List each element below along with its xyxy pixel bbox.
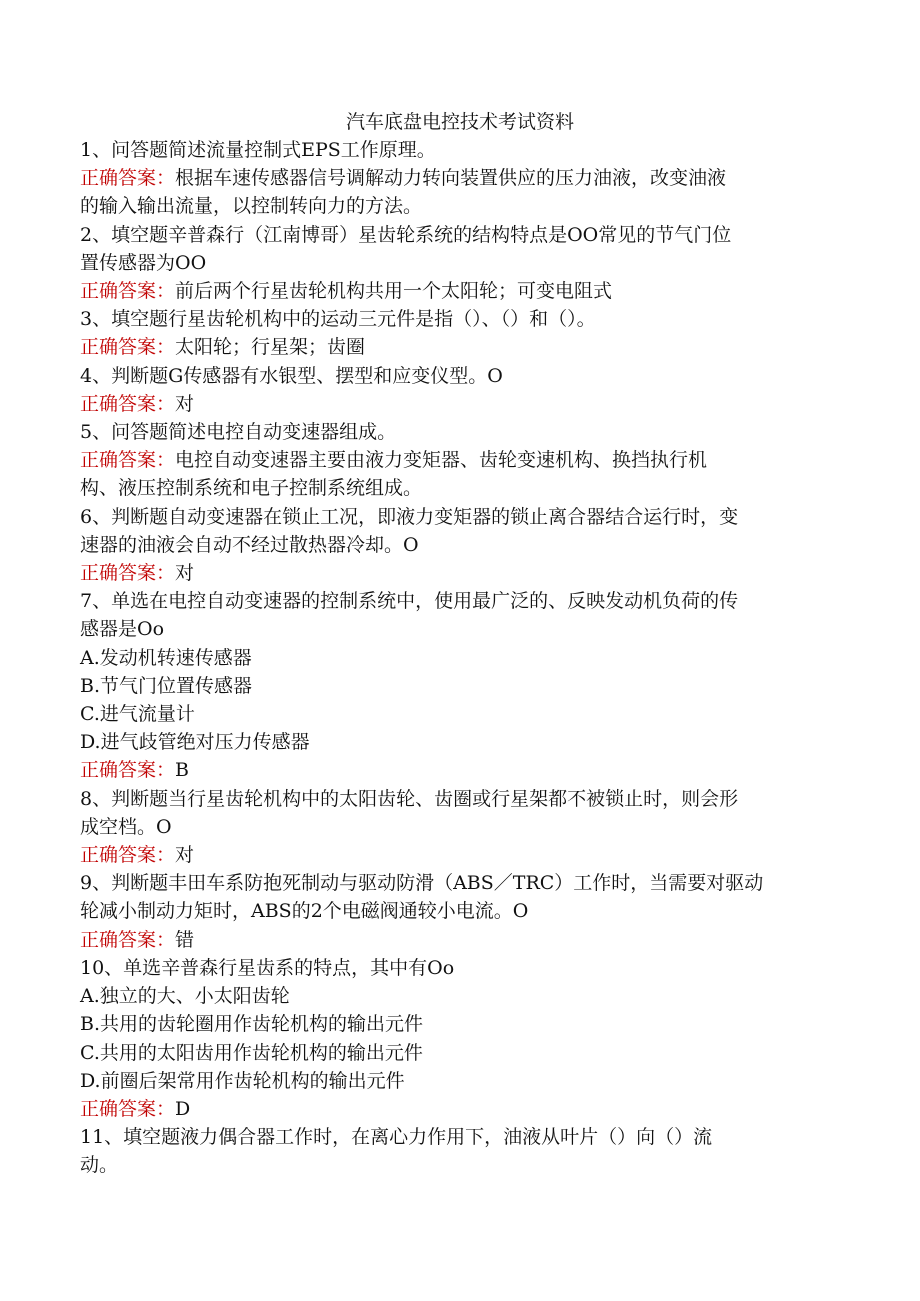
answer-text: D — [175, 1097, 191, 1120]
answer-line — [80, 390, 840, 418]
question-block — [80, 1123, 840, 1179]
answer-line — [80, 1095, 840, 1123]
question-line: 成空档。O — [80, 815, 172, 838]
answer-text: B — [175, 759, 189, 782]
answer-label: 正确答案： — [80, 759, 176, 782]
answer-text: 对 — [175, 562, 195, 585]
answer-text: 对 — [175, 392, 195, 415]
question-line: 速器的油液会自动不经过散热器冷却。O — [80, 533, 419, 556]
answer-text: 前后两个行星齿轮机构共用一个太阳轮；可变电阻式 — [175, 280, 613, 303]
answer-label: 正确答案： — [80, 928, 176, 951]
answer-line — [80, 446, 840, 474]
answer-line — [80, 474, 840, 502]
question-block — [80, 954, 840, 1123]
answer-line — [80, 559, 840, 587]
answer-line — [80, 277, 840, 305]
question-line: 感器是Oo — [80, 618, 165, 641]
question-line: 动。 — [80, 1154, 119, 1177]
answer-text: 构、液压控制系统和电子控制系统组成。 — [80, 477, 423, 500]
question-line: A.独立的大、小太阳齿轮 — [80, 985, 290, 1008]
answer-text: 根据车速传感器信号调解动力转向装置供应的压力油液，改变油液 — [175, 167, 727, 190]
answer-text: 电控自动变速器主要由液力变矩器、齿轮变速机构、换挡执行机 — [175, 449, 708, 472]
question-line: 1、问答题简述流量控制式EPS工作原理。 — [80, 139, 436, 161]
answer-line — [80, 756, 840, 784]
answer-label: 正确答案： — [80, 336, 176, 359]
answer-label: 正确答案： — [80, 844, 176, 867]
question-line: C.共用的太阳齿用作齿轮机构的输出元件 — [80, 1041, 423, 1064]
question-block — [80, 221, 840, 306]
question-line: 3、填空题行星齿轮机构中的运动三元件是指（）、（）和（）。 — [80, 308, 596, 331]
answer-label: 正确答案： — [80, 280, 176, 303]
question-line: 4、判断题G传感器有水银型、摆型和应变仪型。O — [80, 364, 503, 387]
question-line: A.发动机转速传感器 — [80, 646, 252, 669]
question-line: 置传感器为OO — [80, 251, 207, 274]
question-line: D.前圈后架常用作齿轮机构的输出元件 — [80, 1069, 405, 1092]
answer-line — [80, 192, 840, 220]
question-list — [80, 136, 840, 1180]
document-title: 汽车底盘电控技术考试资料 — [345, 111, 574, 133]
answer-label: 正确答案： — [80, 1097, 176, 1120]
question-line: 5、问答题简述电控自动变速器组成。 — [80, 421, 397, 444]
question-line: 8、判断题当行星齿轮机构中的太阳齿轮、齿圈或行星架都不被锁止时，则会形 — [80, 787, 739, 810]
answer-label: 正确答案： — [80, 449, 176, 472]
question-line: D.进气歧管绝对压力传感器 — [80, 731, 310, 754]
answer-line — [80, 926, 840, 954]
answer-text: 太阳轮；行星架；齿圈 — [175, 336, 366, 359]
question-block — [80, 785, 840, 870]
question-block — [80, 305, 840, 361]
question-line: B.节气门位置传感器 — [80, 674, 253, 697]
answer-text: 对 — [175, 844, 195, 867]
question-line: C.进气流量计 — [80, 703, 195, 726]
question-block — [80, 587, 840, 784]
question-line: 10、单选辛普森行星齿系的特点，其中有Oo — [80, 956, 455, 979]
question-line: B.共用的齿轮圈用作齿轮机构的输出元件 — [80, 1013, 424, 1036]
answer-line — [80, 841, 840, 869]
question-block — [80, 362, 840, 418]
document-page — [80, 108, 840, 1180]
question-block — [80, 418, 840, 503]
question-line: 11、填空题液力偶合器工作时，在离心力作用下，油液从叶片（）向（）流 — [80, 1126, 713, 1149]
question-line: 7、单选在电控自动变速器的控制系统中，使用最广泛的、反映发动机负荷的传 — [80, 590, 739, 613]
question-block — [80, 503, 840, 588]
question-line: 9、判断题丰田车系防抱死制动与驱动防滑（ABS／TRC）工作时，当需要对驱动 — [80, 872, 764, 895]
question-block — [80, 136, 840, 221]
answer-label: 正确答案： — [80, 392, 176, 415]
answer-label: 正确答案： — [80, 562, 176, 585]
answer-line — [80, 164, 840, 192]
answer-label: 正确答案： — [80, 167, 176, 190]
answer-text: 错 — [175, 928, 195, 951]
answer-text: 的输入输出流量，以控制转向力的方法。 — [80, 195, 423, 218]
answer-line — [80, 333, 840, 361]
question-line: 2、填空题辛普森行（江南博哥）星齿轮系统的结构特点是OO常见的节气门位 — [80, 223, 732, 246]
question-line: 轮减小制动力矩时，ABS的2个电磁阀通较小电流。O — [80, 900, 529, 923]
question-line: 6、判断题自动变速器在锁止工况，即液力变矩器的锁止离合器结合运行时，变 — [80, 505, 739, 528]
question-block — [80, 869, 840, 954]
